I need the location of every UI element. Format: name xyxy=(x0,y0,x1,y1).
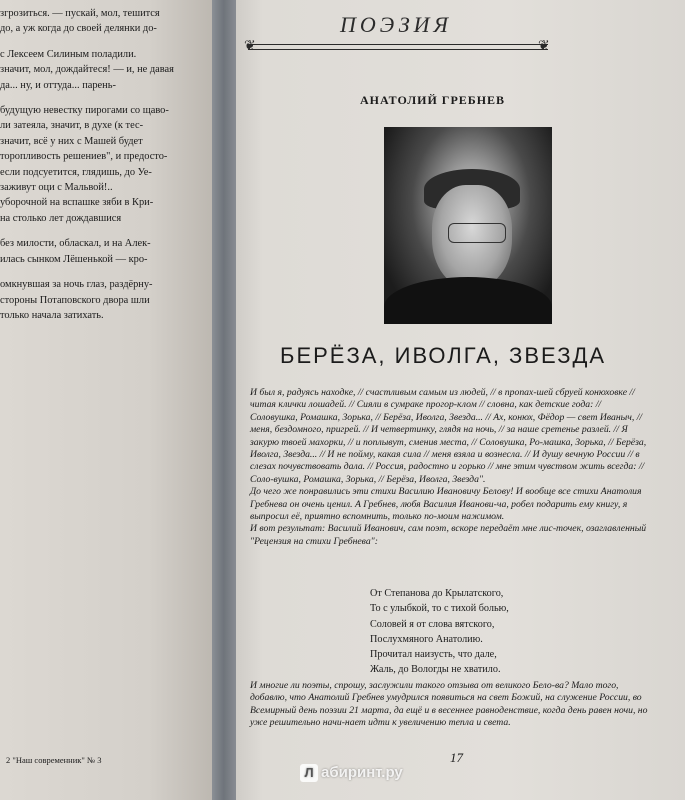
body-paragraph: И был я, радуясь находке, // счастливым самым из людей, // в пропах-шей сбруей конюховке // читая клички лошадей. // Сияли в сумраке прогор-клом // словна, как детские года: // Соловушка, Ромашка, Зорька, // Берёза, Иволга, Звезда... // Ах, конюх, Фёдор — свет Иваныч, // меня, бездомного, пригрей. // И четвертинку, глядя на ночь, // за наше сретенье разлей. // Я закурю твоей махорки, // и поплывут, сменив места, // Соловушка, Ро-машка, Зорька, // Берёза, Иволга, Звезда... // И не пойму, какая сила // меня взяла и вознесла. // И душу вечную России // в слезах почувствовать дала. // Россия, радостно и горько // мне этим чувством жить всегда: // Соло-вушка, Ромашка, Зорька, // Берёза, Иволга, Звезда". xyxy=(250,387,647,485)
left-line: значит, мол, дождайтеся! — и, не давая xyxy=(0,64,174,76)
poem-line: Жаль, до Вологды не хватило. xyxy=(370,664,501,676)
left-page-text xyxy=(0,6,200,323)
left-line: заживут оци с Мальвой!.. xyxy=(0,182,113,194)
left-line: без милости, обласкал, и на Алек- xyxy=(0,238,151,250)
left-line: да... ну, и оттуда... парень- xyxy=(0,79,116,91)
watermark-badge: Л xyxy=(300,764,318,782)
flourish-left-icon: ❦ xyxy=(244,39,256,54)
review-poem xyxy=(370,586,630,678)
left-line: уборочной на вспашке зяби в Кри- xyxy=(0,197,154,209)
photo-glasses xyxy=(448,223,506,243)
left-line: с Лексеем Силиным поладили. xyxy=(0,48,137,60)
book-gutter xyxy=(212,0,238,800)
section-title: ПОЭЗИЯ xyxy=(340,12,452,37)
left-line: значит, всё у них с Машей будет xyxy=(0,135,143,147)
flourish-right-icon: ❦ xyxy=(538,39,550,54)
left-line: на столько лет дождавшися xyxy=(0,212,122,224)
labirint-watermark xyxy=(300,764,403,782)
poem-line: То с улыбкой, то с тихой болью, xyxy=(370,603,509,615)
page-number: 17 xyxy=(450,750,463,765)
left-line: илась сынком Лёшенькой — кро- xyxy=(0,253,148,265)
left-line: омкнувшая за ночь глаз, раздёрну- xyxy=(0,279,153,291)
left-line: только начала затихать. xyxy=(0,309,104,321)
poem-line: От Степанова до Крылатского, xyxy=(370,588,504,599)
article-body xyxy=(250,387,650,548)
left-line: торопливость решениев", и предосто- xyxy=(0,151,168,163)
left-line: згрозиться. — пускай, мол, тешится xyxy=(0,8,160,19)
poem-line: Соловей я от слова вятского, xyxy=(370,618,495,630)
magazine-footer: 2 "Наш современник" № 3 xyxy=(6,755,102,765)
header-rule xyxy=(248,44,548,45)
poem-line: Послухмяного Анатолию. xyxy=(370,633,483,645)
left-line: ли затеяла, значит, в духе (к тес- xyxy=(0,120,144,132)
left-line: стороны Потаповского двора шли xyxy=(0,294,150,306)
poem-title: БЕРЁЗА, ИВОЛГА, ЗВЕЗДА xyxy=(280,343,607,368)
left-page xyxy=(0,0,212,800)
header-rule-thin xyxy=(248,49,548,50)
body-paragraph: И вот результат: Василий Иванович, сам поэт, вскоре передаёт мне лис-точек, озаглавленный "Рецензия на стихи Гребнева": xyxy=(250,523,647,547)
closing-paragraph: И многие ли поэты, спрошу, заслужили такого отзыва от великого Бело-ва? Мало того, добавлю, что Анатолий Гребнев умудрился появиться на свет Божий, на служение России, во Всемирный день поэзии 21 марта, да ещё и в весеннее равноденствие, когда день равен ночи, но уже решительно начи-нает идти к увеличению тепла и света. xyxy=(250,680,648,729)
author-photo xyxy=(384,127,552,324)
left-line: до, а уж когда до своей делянки до- xyxy=(0,23,157,35)
poem-line: Прочитал наизусть, что дале, xyxy=(370,649,497,661)
body-paragraph: До чего же понравились эти стихи Василию Ивановичу Белову! И вообще все стихи Анатолия Гребнева он очень ценил. А Гребнев, любя Василия Иванови-ча, робел подарить ему книгу, я выпросил её, приятно вспомнить, только по-моим нажимом. xyxy=(250,486,642,523)
photo-shoulders xyxy=(384,277,552,324)
right-page xyxy=(236,0,685,800)
author-name: АНАТОЛИЙ ГРЕБНЕВ xyxy=(360,93,506,107)
left-line: будущую невестку пирогами со щаво- xyxy=(0,105,169,117)
left-line: если подсуетится, глядишь, до Уе- xyxy=(0,166,152,178)
watermark-text: абиринт.ру xyxy=(321,764,403,781)
